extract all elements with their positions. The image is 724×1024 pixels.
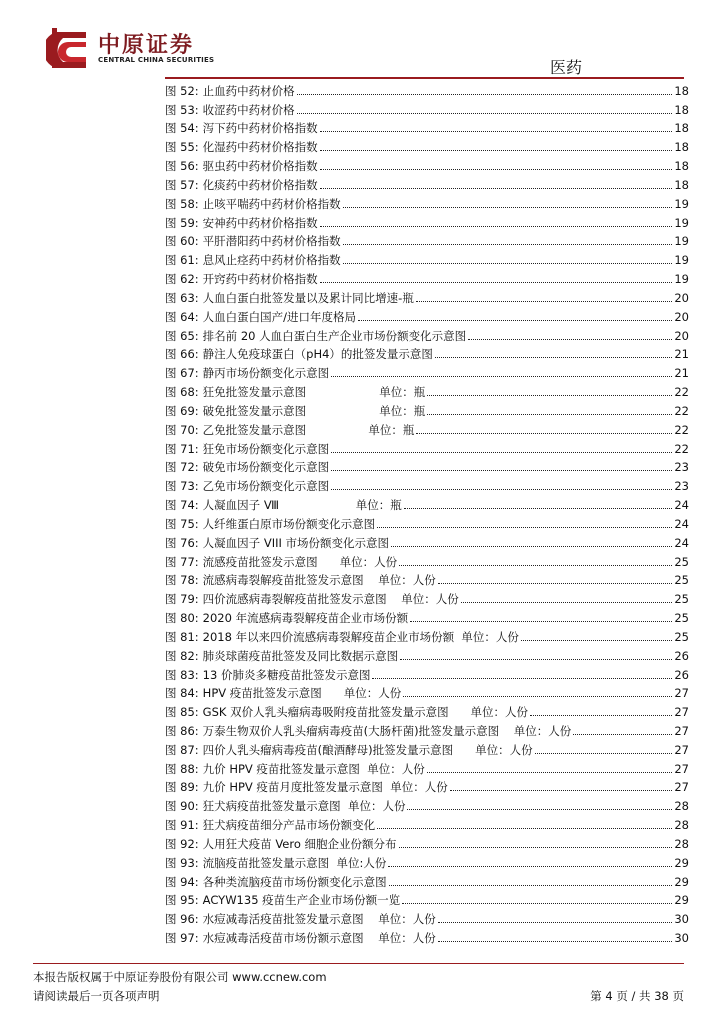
toc-entry[interactable] — [165, 192, 689, 211]
toc-entry-label: 图 94: — [165, 874, 199, 889]
toc-entry-page: 20 — [674, 290, 689, 305]
toc-dot-leader — [435, 357, 672, 358]
toc-entry[interactable] — [165, 361, 689, 380]
toc-entry-title: 平肝潜阳药中药材价格指数 — [202, 234, 341, 249]
toc-dot-leader — [399, 565, 672, 566]
toc-entry-title: 人凝血因子 VIII 市场份额变化示意图 — [202, 535, 390, 550]
toc-entry[interactable] — [165, 870, 689, 889]
toc-entry-page: 25 — [674, 611, 689, 626]
toc-entry-page: 23 — [674, 460, 689, 475]
toc-entry-label: 图 82: — [165, 648, 199, 663]
toc-dot-leader — [388, 866, 672, 867]
toc-entry-label: 图 60: — [165, 234, 199, 249]
toc-entry[interactable] — [165, 700, 689, 719]
toc-entry-page: 27 — [674, 723, 689, 738]
toc-dot-leader — [343, 263, 673, 264]
toc-entry[interactable] — [165, 305, 689, 324]
toc-dot-leader — [389, 885, 673, 886]
toc-entry[interactable] — [165, 606, 689, 625]
toc-entry-page: 25 — [674, 554, 689, 569]
toc-entry-label: 图 74: — [165, 498, 199, 513]
toc-entry-label: 图 71: — [165, 441, 199, 456]
toc-entry-label: 图 70: — [165, 422, 199, 437]
toc-entry-label: 图 79: — [165, 592, 199, 607]
toc-entry-title: 四价流感病毒裂解疫苗批签发示意图 单位：人份 — [202, 592, 459, 607]
toc-entry-title: 破免市场份额变化示意图 — [202, 460, 330, 475]
toc-entry[interactable] — [165, 493, 689, 512]
toc-entry[interactable] — [165, 625, 689, 644]
toc-entry-title: 流感病毒裂解疫苗批签发示意图 单位：人份 — [202, 573, 436, 588]
toc-entry-label: 图 89: — [165, 780, 199, 795]
toc-entry-page: 18 — [674, 121, 689, 136]
toc-dot-leader — [407, 809, 672, 810]
toc-entry-label: 图 61: — [165, 253, 199, 268]
toc-entry-page: 19 — [674, 196, 689, 211]
toc-entry-page: 25 — [674, 592, 689, 607]
toc-entry-title: 人血白蛋白批签发量以及累计同比增速-瓶 — [202, 290, 414, 305]
toc-entry-page: 27 — [674, 686, 689, 701]
toc-dot-leader — [410, 621, 672, 622]
toc-entry[interactable] — [165, 569, 689, 588]
toc-entry[interactable] — [165, 682, 689, 701]
toc-entry[interactable] — [165, 776, 689, 795]
toc-dot-leader — [343, 244, 673, 245]
toc-entry-title: 驱虫药中药材价格指数 — [202, 159, 318, 174]
toc-entry[interactable] — [165, 832, 689, 851]
toc-dot-leader — [343, 207, 673, 208]
toc-dot-leader — [320, 226, 673, 227]
toc-dot-leader — [358, 320, 672, 321]
toc-entry-label: 图 86: — [165, 723, 199, 738]
toc-entry-page: 24 — [674, 498, 689, 513]
toc-entry-title: 2020 年流感病毒裂解疫苗企业市场份额 — [202, 611, 409, 626]
toc-dot-leader — [403, 696, 672, 697]
toc-entry[interactable] — [165, 550, 689, 569]
toc-entry[interactable] — [165, 926, 689, 945]
toc-entry-title: 九价 HPV 疫苗批签发量示意图 单位：人份 — [202, 761, 425, 776]
toc-entry[interactable] — [165, 380, 689, 399]
toc-dot-leader — [331, 452, 672, 453]
toc-entry-title: 狂免市场份额变化示意图 — [202, 441, 330, 456]
toc-entry[interactable] — [165, 324, 689, 343]
toc-entry-page: 22 — [674, 403, 689, 418]
toc-entry-page: 20 — [674, 309, 689, 324]
toc-entry-page: 19 — [674, 272, 689, 287]
toc-entry[interactable] — [165, 117, 689, 136]
toc-entry-page: 27 — [674, 705, 689, 720]
toc-entry-title: 流脑疫苗批签发量示意图 单位:人份 — [202, 855, 387, 870]
toc-entry-page: 28 — [674, 818, 689, 833]
toc-entry-page: 18 — [674, 102, 689, 117]
toc-entry-title: 静丙市场份额变化示意图 — [202, 366, 330, 381]
toc-entry-label: 图 77: — [165, 554, 199, 569]
toc-entry-label: 图 58: — [165, 196, 199, 211]
toc-entry[interactable] — [165, 267, 689, 286]
toc-entry-page: 26 — [674, 648, 689, 663]
toc-entry-title: 开窍药中药材价格指数 — [202, 272, 318, 287]
toc-entry[interactable] — [165, 286, 689, 305]
toc-dot-leader — [461, 602, 673, 603]
toc-entry-label: 图 80: — [165, 611, 199, 626]
toc-entry-label: 图 92: — [165, 836, 199, 851]
toc-entry[interactable] — [165, 79, 689, 98]
figure-index-list — [165, 79, 689, 945]
toc-dot-leader — [438, 583, 673, 584]
toc-entry-label: 图 64: — [165, 309, 199, 324]
toc-entry-label: 图 72: — [165, 460, 199, 475]
company-name-en: CENTRAL CHINA SECURITIES — [98, 56, 215, 64]
toc-entry-label: 图 93: — [165, 855, 199, 870]
toc-entry-page: 18 — [674, 177, 689, 192]
toc-entry[interactable] — [165, 663, 689, 682]
toc-entry-title: ACYW135 疫苗生产企业市场份额一览 — [202, 893, 401, 908]
toc-entry-page: 21 — [674, 347, 689, 362]
toc-entry-label: 图 73: — [165, 479, 199, 494]
toc-entry-title: 化痰药中药材价格指数 — [202, 177, 318, 192]
footer-disclaimer-note: 请阅读最后一页各项声明 — [33, 989, 160, 1003]
toc-entry-title: 安神药中药材价格指数 — [202, 215, 318, 230]
toc-entry-label: 图 54: — [165, 121, 199, 136]
toc-dot-leader — [450, 790, 673, 791]
toc-entry-title: 人凝血因子 Ⅷ 单位：瓶 — [202, 498, 402, 513]
toc-entry[interactable] — [165, 98, 689, 117]
toc-entry[interactable] — [165, 851, 689, 870]
toc-dot-leader — [297, 94, 673, 95]
toc-entry-label: 图 67: — [165, 366, 199, 381]
toc-entry[interactable] — [165, 794, 689, 813]
footer-copyright: 本报告版权属于中原证券股份有限公司 www.ccnew.com — [33, 970, 327, 984]
toc-entry-label: 图 62: — [165, 272, 199, 287]
toc-entry-label: 图 55: — [165, 140, 199, 155]
toc-entry-page: 20 — [674, 328, 689, 343]
toc-entry-page: 23 — [674, 479, 689, 494]
toc-dot-leader — [399, 847, 673, 848]
toc-dot-leader — [416, 301, 673, 302]
toc-entry-title: 肺炎球菌疫苗批签发及同比数据示意图 — [202, 648, 399, 663]
toc-entry-label: 图 63: — [165, 290, 199, 305]
toc-entry-page: 18 — [674, 159, 689, 174]
toc-dot-leader — [427, 414, 672, 415]
toc-entry-title: 静注人免疫球蛋白（pH4）的批签发量示意图 — [202, 347, 433, 362]
toc-entry-label: 图 95: — [165, 893, 199, 908]
toc-entry-page: 18 — [674, 140, 689, 155]
toc-entry-label: 图 78: — [165, 573, 199, 588]
toc-entry-title: 乙免批签发量示意图 单位：瓶 — [202, 422, 415, 437]
toc-entry-title: 人血白蛋白国产/进口年度格局 — [202, 309, 357, 324]
toc-entry-page: 29 — [674, 874, 689, 889]
toc-entry[interactable] — [165, 474, 689, 493]
toc-dot-leader — [402, 903, 672, 904]
toc-dot-leader — [427, 772, 673, 773]
toc-dot-leader — [404, 508, 673, 509]
toc-entry-page: 30 — [674, 912, 689, 927]
toc-entry-page: 21 — [674, 366, 689, 381]
toc-entry[interactable] — [165, 211, 689, 230]
toc-entry-label: 图 83: — [165, 667, 199, 682]
toc-dot-leader — [573, 734, 672, 735]
toc-entry-page: 29 — [674, 855, 689, 870]
toc-entry-title: 息风止痉药中药材价格指数 — [202, 253, 341, 268]
toc-entry-title: 13 价肺炎多糖疫苗批签发示意图 — [202, 667, 371, 682]
toc-entry-page: 19 — [674, 234, 689, 249]
toc-dot-leader — [320, 188, 673, 189]
toc-entry-page: 28 — [674, 836, 689, 851]
toc-entry[interactable] — [165, 418, 689, 437]
toc-dot-leader — [438, 941, 673, 942]
toc-dot-leader — [377, 828, 672, 829]
toc-entry[interactable] — [165, 757, 689, 776]
page-header — [0, 0, 724, 80]
toc-entry-title: 化湿药中药材价格指数 — [202, 140, 318, 155]
toc-entry[interactable] — [165, 437, 689, 456]
toc-entry-title: 乙免市场份额变化示意图 — [202, 479, 330, 494]
toc-entry-page: 29 — [674, 893, 689, 908]
company-logo-icon — [46, 26, 92, 70]
toc-entry-page: 25 — [674, 629, 689, 644]
toc-entry-label: 图 97: — [165, 931, 199, 946]
toc-dot-leader — [320, 131, 673, 132]
toc-entry-title: 九价 HPV 疫苗月度批签发量示意图 单位：人份 — [202, 780, 448, 795]
toc-entry-title: 各种类流脑疫苗市场份额变化示意图 — [202, 874, 387, 889]
toc-entry-page: 27 — [674, 742, 689, 757]
toc-entry[interactable] — [165, 889, 689, 908]
toc-dot-leader — [427, 395, 672, 396]
toc-entry-label: 图 57: — [165, 177, 199, 192]
toc-entry-page: 26 — [674, 667, 689, 682]
toc-entry[interactable] — [165, 587, 689, 606]
toc-entry-label: 图 88: — [165, 761, 199, 776]
toc-entry-page: 24 — [674, 535, 689, 550]
toc-entry-label: 图 81: — [165, 629, 199, 644]
toc-dot-leader — [320, 282, 673, 283]
toc-dot-leader — [438, 922, 673, 923]
toc-entry-page: 27 — [674, 780, 689, 795]
toc-dot-leader — [416, 433, 672, 434]
toc-entry-title: 流感疫苗批签发示意图 单位：人份 — [202, 554, 398, 569]
toc-dot-leader — [320, 150, 673, 151]
toc-entry-label: 图 87: — [165, 742, 199, 757]
toc-entry-label: 图 91: — [165, 818, 199, 833]
toc-entry-page: 22 — [674, 441, 689, 456]
toc-dot-leader — [297, 113, 673, 114]
toc-entry-title: 排名前 20 人血白蛋白生产企业市场份额变化示意图 — [202, 328, 467, 343]
toc-entry-label: 图 85: — [165, 705, 199, 720]
toc-entry[interactable] — [165, 154, 689, 173]
toc-entry-title: 狂免批签发量示意图 单位：瓶 — [202, 385, 426, 400]
toc-dot-leader — [530, 715, 672, 716]
toc-entry[interactable] — [165, 399, 689, 418]
toc-dot-leader — [521, 640, 672, 641]
toc-dot-leader — [391, 546, 672, 547]
toc-dot-leader — [372, 678, 672, 679]
toc-entry[interactable] — [165, 738, 689, 757]
toc-entry-page: 24 — [674, 516, 689, 531]
toc-entry-page: 18 — [674, 83, 689, 98]
toc-entry-title: HPV 疫苗批签发示意图 单位：人份 — [202, 686, 402, 701]
toc-entry[interactable] — [165, 813, 689, 832]
toc-entry-title: GSK 双价人乳头瘤病毒吸附疫苗批签发量示意图 单位：人份 — [202, 705, 529, 720]
toc-entry-title: 狂犬病疫苗批签发量示意图 单位：人份 — [202, 799, 406, 814]
toc-entry-title: 收涩药中药材价格 — [202, 102, 295, 117]
toc-entry[interactable] — [165, 230, 689, 249]
toc-dot-leader — [535, 753, 673, 754]
toc-entry[interactable] — [165, 343, 689, 362]
toc-entry[interactable] — [165, 135, 689, 154]
toc-entry-title: 破免批签发量示意图 单位：瓶 — [202, 403, 426, 418]
toc-dot-leader — [331, 489, 672, 490]
toc-entry-page: 28 — [674, 799, 689, 814]
section-title: 医药 — [549, 58, 582, 77]
toc-entry-label: 图 90: — [165, 799, 199, 814]
toc-dot-leader — [331, 376, 672, 377]
toc-entry-page: 30 — [674, 931, 689, 946]
toc-entry-title: 止血药中药材价格 — [202, 83, 295, 98]
toc-dot-leader — [377, 527, 672, 528]
toc-entry-title: 狂犬病疫苗细分产品市场份额变化 — [202, 818, 376, 833]
toc-entry[interactable] — [165, 531, 689, 550]
toc-entry-title: 水痘减毒活疫苗批签发量示意图 单位：人份 — [202, 912, 436, 927]
toc-entry-title: 四价人乳头瘤病毒疫苗(酿酒酵母)批签发量示意图 单位：人份 — [202, 742, 533, 757]
toc-entry[interactable] — [165, 907, 689, 926]
toc-entry-title: 人纤维蛋白原市场份额变化示意图 — [202, 516, 376, 531]
toc-entry-title: 泻下药中药材价格指数 — [202, 121, 318, 136]
toc-entry-title: 2018 年以来四价流感病毒裂解疫苗企业市场份额 单位：人份 — [202, 629, 519, 644]
company-name-cn: 中原证券 — [98, 32, 195, 58]
toc-entry-label: 图 56: — [165, 159, 199, 174]
toc-entry-label: 图 69: — [165, 403, 199, 418]
toc-entry[interactable] — [165, 248, 689, 267]
toc-entry-title: 止咳平喘药中药材价格指数 — [202, 196, 341, 211]
toc-entry-title: 人用狂犬疫苗 Vero 细胞企业份额分布 — [202, 836, 397, 851]
toc-entry-label: 图 96: — [165, 912, 199, 927]
toc-entry-label: 图 75: — [165, 516, 199, 531]
toc-entry[interactable] — [165, 644, 689, 663]
toc-entry[interactable] — [165, 456, 689, 475]
toc-entry-label: 图 53: — [165, 102, 199, 117]
toc-entry-title: 水痘减毒活疫苗市场份额示意图 单位：人份 — [202, 931, 436, 946]
toc-entry-page: 22 — [674, 422, 689, 437]
toc-entry-title: 万泰生物双价人乳头瘤病毒疫苗(大肠杆菌)批签发量示意图 单位：人份 — [202, 723, 572, 738]
toc-entry[interactable] — [165, 512, 689, 531]
toc-entry-label: 图 84: — [165, 686, 199, 701]
toc-entry-label: 图 59: — [165, 215, 199, 230]
toc-dot-leader — [400, 659, 672, 660]
toc-entry-page: 27 — [674, 761, 689, 776]
page-number: 第 4 页 / 共 38 页 — [590, 989, 684, 1003]
toc-entry-label: 图 52: — [165, 83, 199, 98]
toc-dot-leader — [320, 169, 673, 170]
toc-entry-label: 图 76: — [165, 535, 199, 550]
toc-dot-leader — [468, 339, 672, 340]
toc-entry[interactable] — [165, 173, 689, 192]
toc-entry-label: 图 65: — [165, 328, 199, 343]
toc-entry-page: 19 — [674, 215, 689, 230]
toc-entry-label: 图 66: — [165, 347, 199, 362]
toc-entry-page: 22 — [674, 385, 689, 400]
toc-dot-leader — [331, 470, 672, 471]
toc-entry-page: 25 — [674, 573, 689, 588]
footer-divider — [33, 963, 684, 964]
toc-entry-page: 19 — [674, 253, 689, 268]
toc-entry-label: 图 68: — [165, 385, 199, 400]
toc-entry[interactable] — [165, 719, 689, 738]
